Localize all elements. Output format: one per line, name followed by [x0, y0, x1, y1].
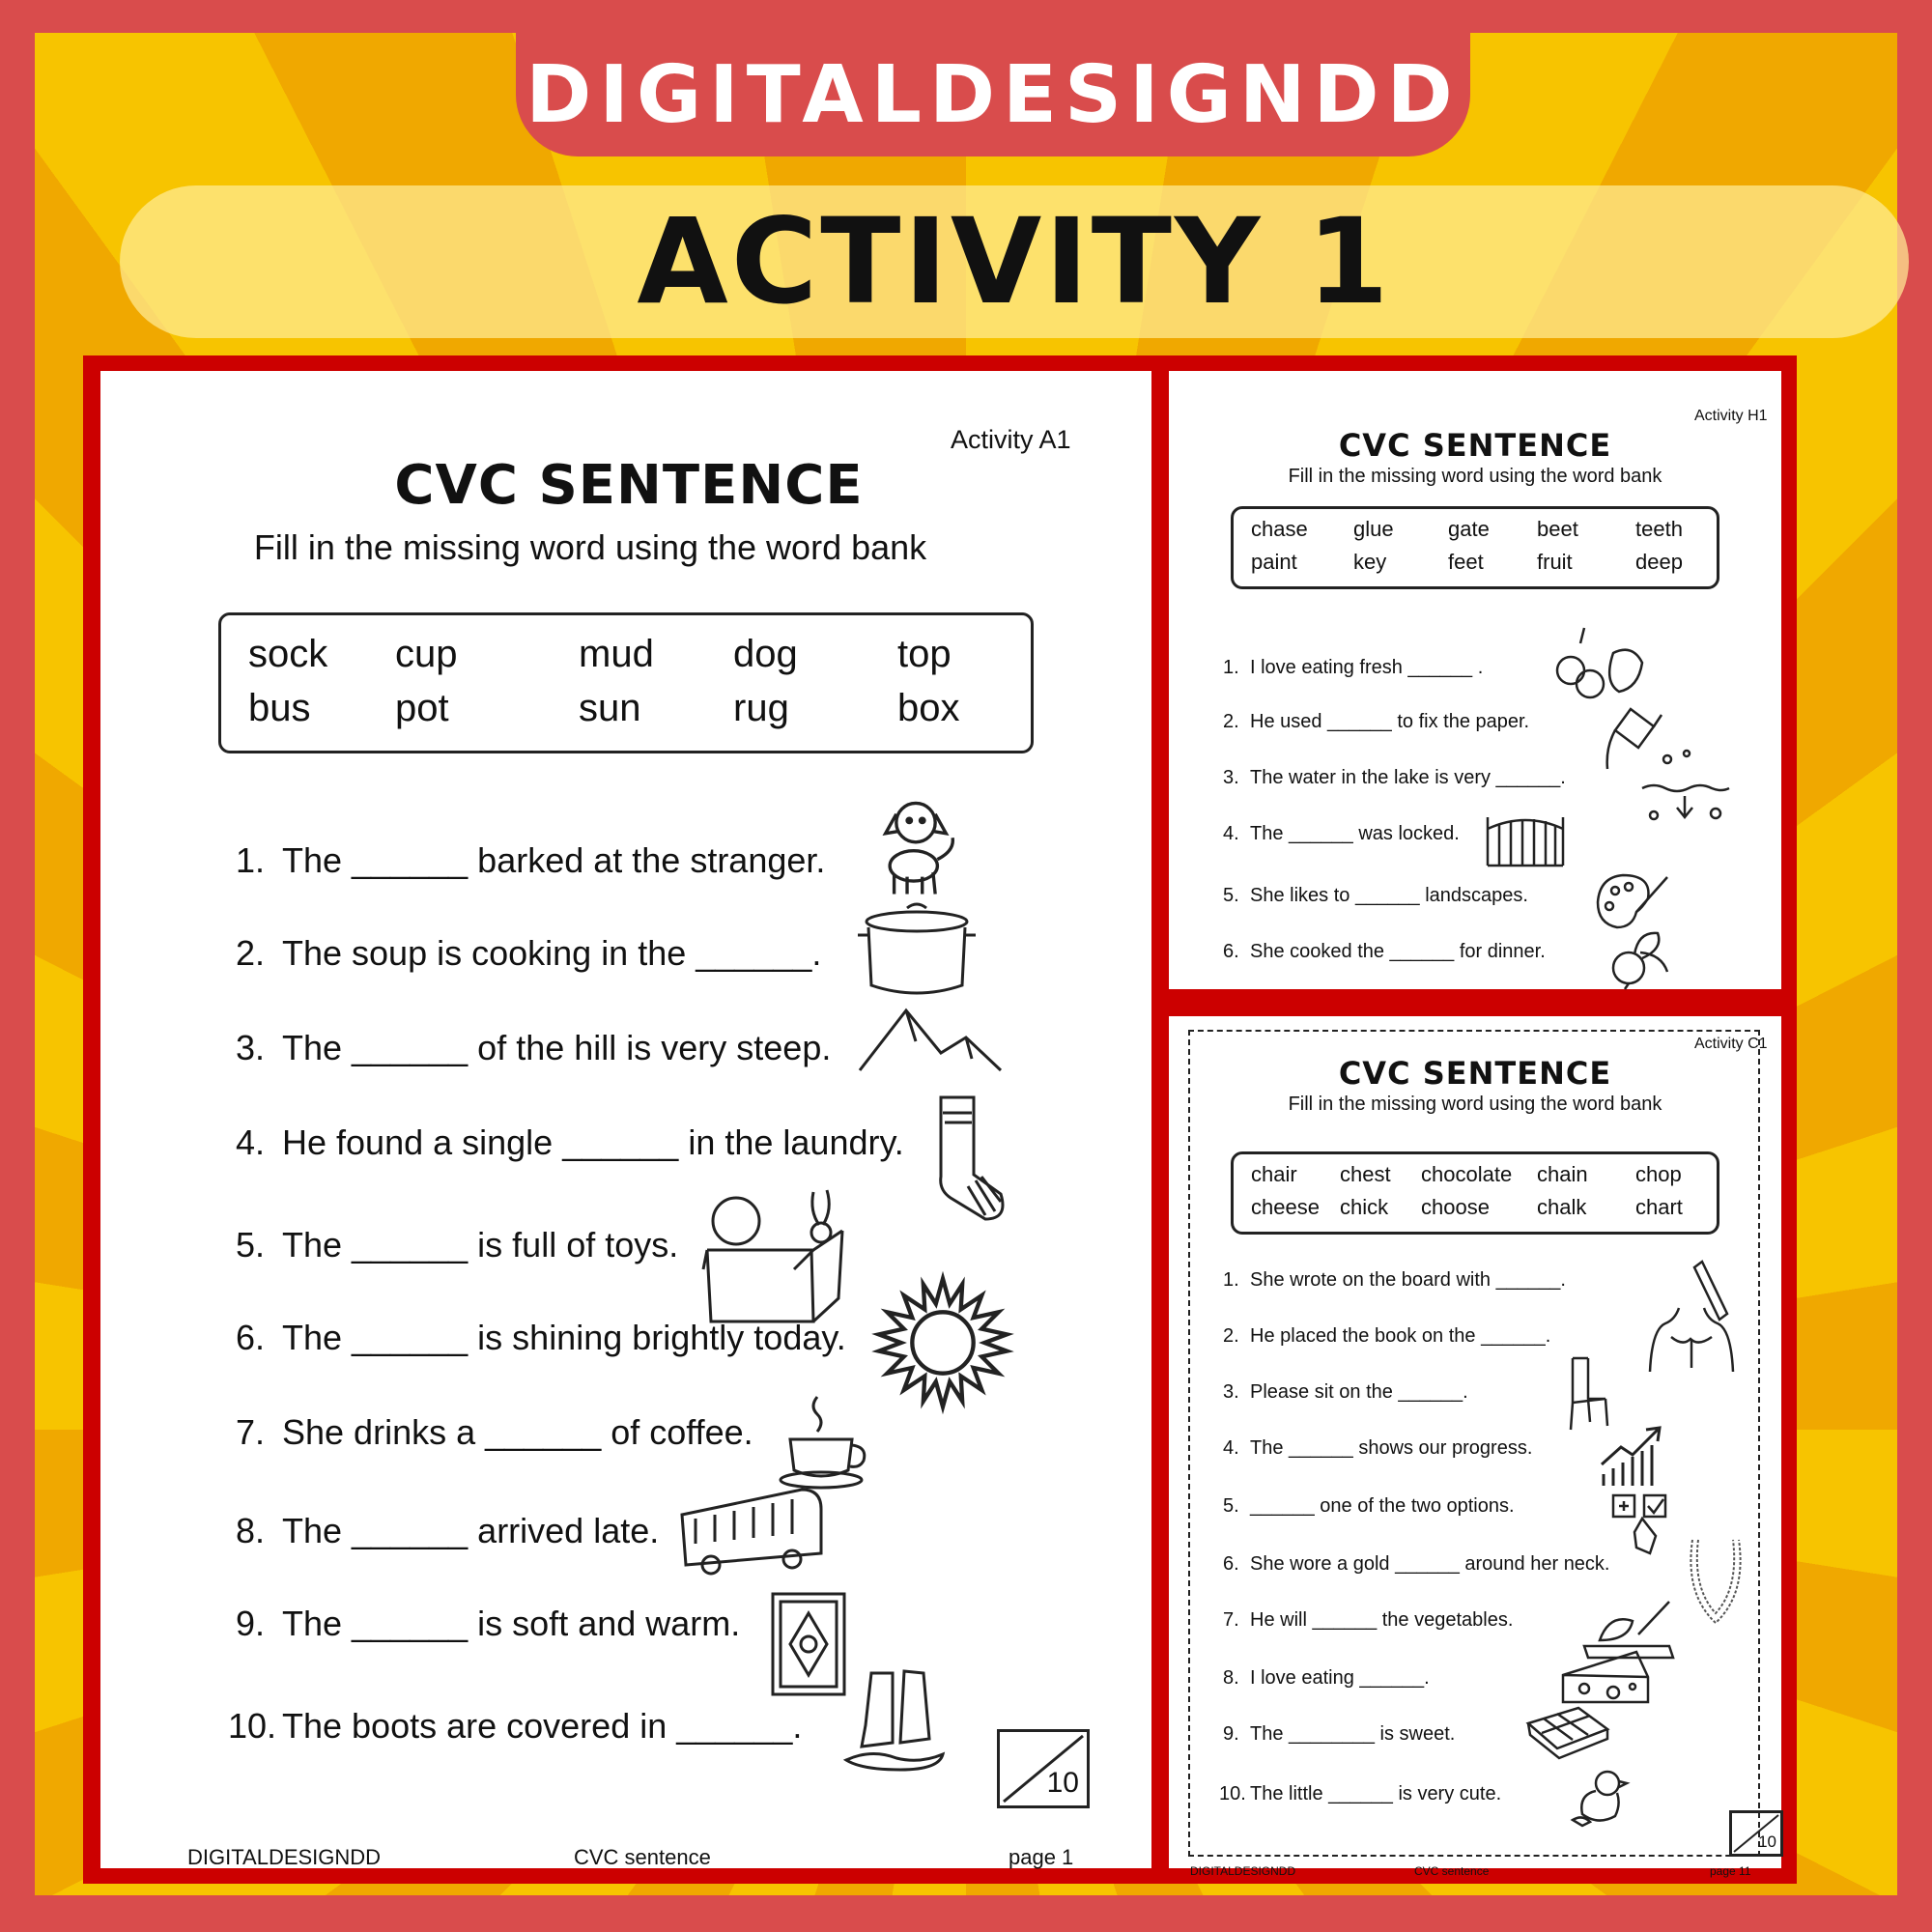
score-total: 10 — [1046, 1767, 1079, 1799]
question-row — [1223, 885, 1528, 907]
question-row — [1223, 1269, 1566, 1292]
dog-icon — [862, 790, 970, 898]
question-number: 10. — [228, 1706, 277, 1746]
question-text: I love eating ______. — [1250, 1667, 1430, 1689]
question-text: The ______ barked at the stranger. — [282, 840, 826, 880]
word-bank-item: chest — [1340, 1162, 1391, 1186]
question-number: 8. — [236, 1511, 266, 1550]
question-number: 7. — [236, 1412, 266, 1452]
question-text: The boots are covered in ______. — [282, 1706, 803, 1746]
question-row — [1223, 941, 1546, 963]
question-text: She drinks a ______ of coffee. — [282, 1412, 753, 1452]
footer-brand: DIGITALDESIGNDD — [1190, 1864, 1296, 1878]
question-number: 7. — [1223, 1609, 1239, 1631]
question-text: The little ______ is very cute. — [1250, 1783, 1502, 1804]
worksheet-title: CVC SENTENCE — [394, 454, 864, 517]
question-row — [236, 933, 821, 974]
question-number: 2. — [236, 933, 266, 973]
question-number: 6. — [236, 1318, 266, 1357]
score-box — [1729, 1810, 1783, 1857]
question-row — [228, 1706, 802, 1747]
beet-icon — [1600, 925, 1677, 989]
chocolate-icon — [1520, 1704, 1613, 1766]
question-row — [1223, 1495, 1515, 1518]
question-row — [1223, 1723, 1455, 1746]
question-text: I love eating fresh ______ . — [1250, 657, 1484, 678]
question-number: 9. — [1223, 1723, 1239, 1745]
pot-icon — [854, 900, 980, 1001]
worksheet-subtitle: Fill in the missing word using the word bank — [1288, 1094, 1662, 1115]
question-row — [1223, 657, 1483, 679]
brand-name: DIGITALDESIGNDD — [526, 48, 1461, 141]
activity-label: Activity H1 — [1694, 408, 1768, 424]
chain-icon — [1685, 1536, 1747, 1627]
worksheet-subtitle: Fill in the missing word using the word bank — [1288, 466, 1662, 487]
word-bank — [1231, 1151, 1719, 1235]
question-number: 4. — [236, 1122, 266, 1162]
word-bank-item: fruit — [1537, 550, 1573, 574]
question-text: Please sit on the ______. — [1250, 1381, 1468, 1403]
word-bank-item: rug — [733, 687, 789, 729]
question-number: 8. — [1223, 1667, 1239, 1689]
word-bank-item: beet — [1537, 517, 1578, 541]
activity-label: Activity C1 — [1694, 1036, 1768, 1052]
score-box — [997, 1729, 1090, 1808]
word-bank — [218, 612, 1034, 753]
word-bank-item: deep — [1635, 550, 1683, 574]
question-text: She wrote on the board with ______. — [1250, 1269, 1566, 1291]
bus-icon — [676, 1486, 827, 1577]
word-bank-item: chocolate — [1421, 1162, 1513, 1186]
worksheet-subtitle: Fill in the missing word using the word bank — [253, 527, 927, 567]
word-bank-item: chain — [1537, 1162, 1588, 1186]
rug-icon — [769, 1590, 848, 1698]
gate-icon — [1484, 808, 1567, 869]
question-row — [1223, 1609, 1513, 1632]
title-banner — [120, 185, 1909, 338]
word-bank-item: glue — [1353, 517, 1394, 541]
word-bank-item: chase — [1251, 517, 1308, 541]
question-row — [236, 1225, 678, 1265]
question-row — [236, 1412, 753, 1453]
question-row — [1223, 711, 1529, 733]
footer-title: CVC sentence — [574, 1845, 711, 1869]
question-number: 5. — [1223, 1495, 1239, 1517]
question-row — [1223, 767, 1566, 789]
word-bank-item: cup — [395, 633, 458, 675]
sun-icon — [873, 1273, 1012, 1412]
question-text: The ______ shows our progress. — [1250, 1437, 1533, 1459]
question-number: 4. — [1223, 823, 1239, 844]
word-bank-item: cheese — [1251, 1195, 1320, 1219]
footer-page-number: page 1 — [1009, 1845, 1074, 1869]
word-bank-item: chair — [1251, 1162, 1297, 1186]
question-row — [236, 1122, 904, 1163]
word-bank-item: sock — [248, 633, 328, 675]
question-row — [1219, 1783, 1501, 1805]
word-bank-item: paint — [1251, 550, 1297, 574]
question-number: 1. — [1223, 657, 1239, 678]
word-bank-item: chalk — [1537, 1195, 1587, 1219]
question-row — [236, 1604, 740, 1644]
question-row — [1223, 1667, 1430, 1690]
question-text: He used ______ to fix the paper. — [1250, 711, 1530, 732]
worksheet-title: CVC SENTENCE — [1338, 1055, 1612, 1092]
question-number: 9. — [236, 1604, 266, 1643]
question-row — [1223, 1381, 1468, 1404]
question-text: She wore a gold ______ around her neck. — [1250, 1553, 1610, 1575]
word-bank-item: sun — [579, 687, 641, 729]
question-text: She cooked the ______ for dinner. — [1250, 941, 1546, 962]
worksheet-c — [1169, 1016, 1781, 1878]
question-text: The water in the lake is very ______. — [1250, 767, 1566, 788]
question-row — [1223, 823, 1460, 845]
question-number: 5. — [1223, 885, 1239, 906]
question-number: 3. — [1223, 1381, 1239, 1403]
question-row — [1223, 1437, 1532, 1460]
word-bank-item: box — [897, 687, 960, 729]
chair-icon — [1565, 1354, 1613, 1432]
toy-box-icon — [697, 1182, 852, 1327]
question-text: ______ one of the two options. — [1250, 1495, 1515, 1517]
hill-icon — [858, 1003, 1003, 1080]
fruit-icon — [1546, 624, 1652, 705]
question-text: He found a single ______ in the laundry. — [282, 1122, 904, 1162]
word-bank-item: choose — [1421, 1195, 1490, 1219]
word-bank-item: dog — [733, 633, 798, 675]
cheese-icon — [1559, 1646, 1652, 1708]
score-total: 10 — [1758, 1833, 1776, 1851]
chest-icon — [1646, 1304, 1737, 1374]
brand-banner — [516, 33, 1470, 156]
word-bank-item: feet — [1448, 550, 1484, 574]
deep-water-icon — [1638, 744, 1731, 831]
question-text: He will ______ the vegetables. — [1250, 1609, 1514, 1631]
question-number: 6. — [1223, 1553, 1239, 1575]
question-number: 2. — [1223, 1325, 1239, 1347]
muddy-boots-icon — [842, 1667, 949, 1774]
word-bank — [1231, 506, 1719, 589]
chart-icon — [1598, 1422, 1667, 1490]
question-number: 3. — [236, 1028, 266, 1067]
worksheet-title: CVC SENTENCE — [1338, 427, 1612, 464]
question-text: The ______ was locked. — [1250, 823, 1460, 844]
question-row — [236, 1028, 831, 1068]
question-text: The soup is cooking in the ______. — [282, 933, 822, 973]
word-bank-item: mud — [579, 633, 654, 675]
question-text: She likes to ______ landscapes. — [1250, 885, 1528, 906]
question-number: 3. — [1223, 767, 1239, 788]
word-bank-item: key — [1353, 550, 1387, 574]
word-bank-item: chart — [1635, 1195, 1683, 1219]
question-number: 2. — [1223, 711, 1239, 732]
choose-icon — [1607, 1490, 1679, 1557]
sock-icon — [931, 1094, 1009, 1229]
word-bank-item: pot — [395, 687, 449, 729]
question-text: The ______ is shining brightly today. — [282, 1318, 846, 1357]
question-number: 6. — [1223, 941, 1239, 962]
word-bank-item: bus — [248, 687, 311, 729]
question-row — [1223, 1325, 1550, 1348]
activity-label: Activity A1 — [951, 425, 1071, 454]
question-number: 10. — [1219, 1783, 1246, 1804]
word-bank-item: chick — [1340, 1195, 1389, 1219]
footer-page-number: page 11 — [1710, 1864, 1751, 1878]
question-number: 4. — [1223, 1437, 1239, 1459]
question-text: The ______ is soft and warm. — [282, 1604, 741, 1643]
question-number: 1. — [1223, 1269, 1239, 1291]
question-text: The ______ of the hill is very steep. — [282, 1028, 832, 1067]
page-title: ACTIVITY 1 — [637, 193, 1392, 330]
question-row — [236, 1511, 659, 1551]
question-number: 5. — [236, 1225, 266, 1264]
cup-icon — [779, 1393, 871, 1493]
question-text: The ______ is full of toys. — [282, 1225, 679, 1264]
question-text: The ______ arrived late. — [282, 1511, 660, 1550]
footer-title: CVC sentence — [1414, 1864, 1490, 1878]
sunburst-background — [35, 33, 1897, 1895]
worksheet-h — [1169, 371, 1781, 989]
question-text: The ________ is sweet. — [1250, 1723, 1456, 1745]
question-text: He placed the book on the ______. — [1250, 1325, 1551, 1347]
question-row — [236, 840, 825, 881]
footer-brand: DIGITALDESIGNDD — [187, 1845, 382, 1869]
question-row — [1223, 1553, 1610, 1576]
chick-icon — [1569, 1766, 1631, 1828]
word-bank-item: chop — [1635, 1162, 1682, 1186]
word-bank-item: teeth — [1635, 517, 1683, 541]
word-bank-item: top — [897, 633, 952, 675]
worksheet-a — [100, 371, 1157, 1868]
word-bank-item: gate — [1448, 517, 1490, 541]
question-number: 1. — [236, 840, 266, 880]
